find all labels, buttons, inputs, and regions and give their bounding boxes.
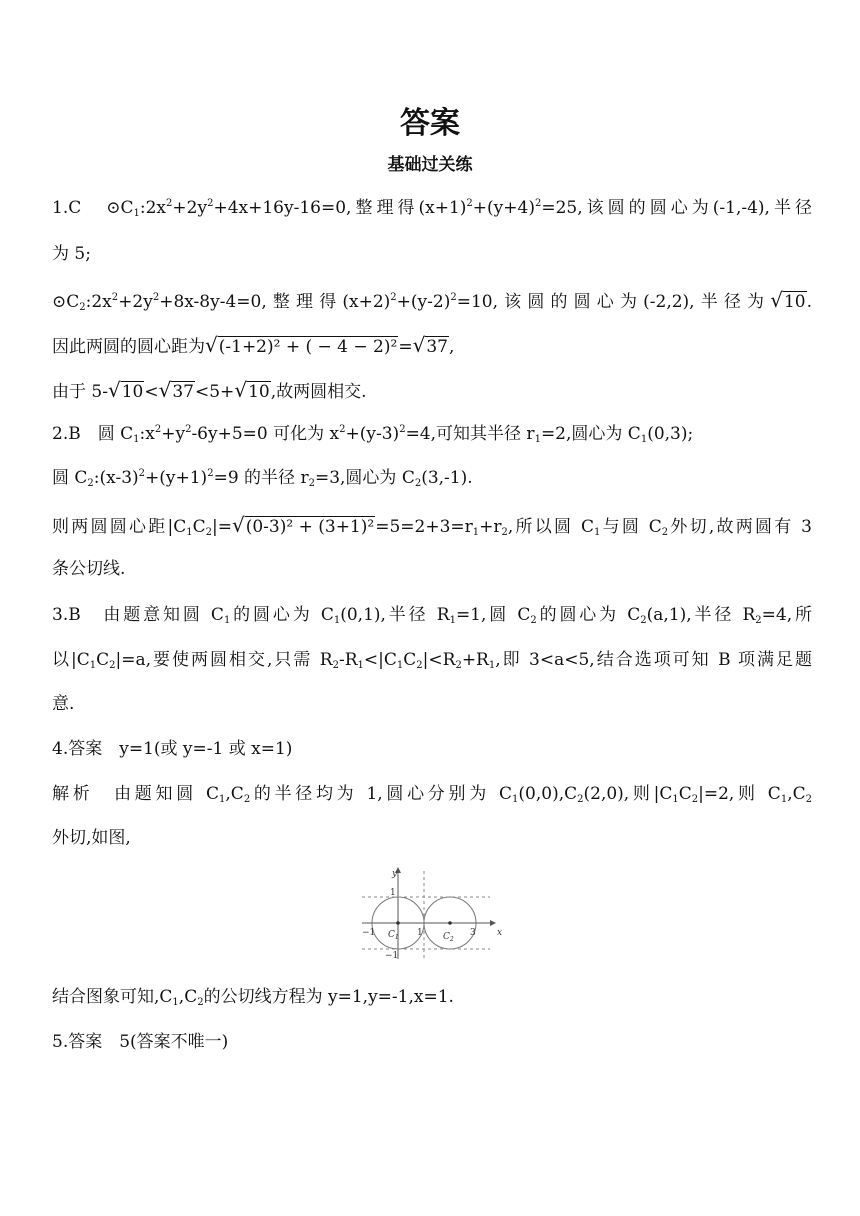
sqrt-37: √37 bbox=[158, 378, 194, 402]
q3-line-1: 3.B 由题意知圆 $C_1$的圆心为 $C_1(0,1)$,半径 $R_1=1$,圆 $C_2$的圆心为 $C_2(a,1)$,半径 $R_2=4$,所 bbox=[52, 605, 812, 626]
label-c1: $C_1$ bbox=[388, 930, 399, 941]
q3-line-2: 以$|C_1C_2|=a$,要使两圆相交,只需 $R_2-R_1<|C_1C_2|<R_2+R_1$,即 3<a<5,结合选项可知 B 项满足题 bbox=[52, 650, 812, 671]
label-c2: $C_2$ bbox=[443, 932, 454, 943]
y-axis-label: y bbox=[392, 869, 398, 879]
q1-line-3: $⊙C_2:2x^2+2y^2+8x-8y-4=0$,整理得$(x+2)^2+(y-2)^2=10$,该圆的圆心为(-2,2),半径为√10. bbox=[52, 288, 813, 313]
q2-line-4: 条公切线. bbox=[52, 559, 126, 579]
sqrt-distance-2: √(0-3)² + (3+1)² bbox=[231, 513, 375, 537]
tick-x-3: 3 bbox=[470, 928, 476, 938]
q2-line-2: 圆 $C_2:(x-3)^2+(y+1)^2=9$ 的半径 $r_2=3$,圆心为 $C_2(3,-1)$. bbox=[52, 468, 473, 489]
q3-line-3: 意. bbox=[52, 694, 75, 714]
sqrt-10: √10 bbox=[107, 378, 144, 402]
center-c2 bbox=[448, 921, 452, 925]
q4-analysis-line-2: 外切,如图, bbox=[52, 828, 131, 848]
q2-line-1: 2.B 圆 $C_1:x^2+y^2-6y+5=0$ 可化为 $x^2+(y-3)^2=4$,可知其半径 $r_1=2$,圆心为 $C_1(0,3)$; bbox=[52, 424, 694, 445]
tick-x-neg1: −1 bbox=[362, 928, 376, 938]
sqrt-10: √10 bbox=[770, 288, 806, 312]
page-title: 答案 bbox=[400, 106, 460, 141]
tangent-circles-figure bbox=[358, 865, 502, 961]
q5-answer-line: 5.答案 5(答案不唯一) bbox=[52, 1032, 229, 1052]
q1-line-4: 因此两圆的圆心距为√(-1+2)² + ( − 4 − 2)²=√37, bbox=[52, 333, 455, 357]
q4-conclusion-line: 结合图象可知$,C_1,C_2$的公切线方程为 y=1,y=-1,x=1. bbox=[52, 987, 454, 1008]
tick-y-neg1: −1 bbox=[385, 951, 399, 961]
sqrt-10: √10 bbox=[234, 378, 270, 402]
section-subtitle: 基础过关练 bbox=[387, 155, 473, 175]
sqrt-distance: √(-1+2)² + ( − 4 − 2)² bbox=[205, 333, 398, 357]
sqrt-37: √37 bbox=[412, 333, 448, 357]
tick-y-1: 1 bbox=[390, 888, 396, 898]
q4-answer-line: 4.答案 y=1(或 y=-1 或 x=1) bbox=[52, 739, 293, 759]
q1-line-5: 由于 5-√10<√37<5+√10,故两圆相交. bbox=[52, 378, 367, 402]
q1-line-2: 为 5; bbox=[52, 244, 91, 264]
x-axis-arrow bbox=[490, 920, 496, 926]
tick-x-1: 1 bbox=[417, 928, 423, 938]
q2-line-3: 则两圆圆心距$|C_1C_2|=√(0-3)^2 + (3+1)^2=5=2+3=r_1+r_2$,所以圆 $C_1$与圆 $C_2$外切,故两圆有 3 bbox=[52, 513, 812, 538]
q4-analysis-line-1: 解析 由题知圆 $C_1,C_2$的半径均为 1,圆心分别为 $C_1(0,0),C_2(2,0)$,则$|C_1C_2|=2$,则 $C_1,C_2$ bbox=[52, 784, 812, 805]
center-c1 bbox=[396, 921, 400, 925]
x-axis-label: x bbox=[497, 928, 502, 938]
q1-line-1: 1.C $⊙C_1:2x^2+2y^2+4x+16y-16=0$,整理得$(x+1)^2+(y+4)^2=25$,该圆的圆心为(-1,-4),半径 bbox=[52, 198, 812, 219]
